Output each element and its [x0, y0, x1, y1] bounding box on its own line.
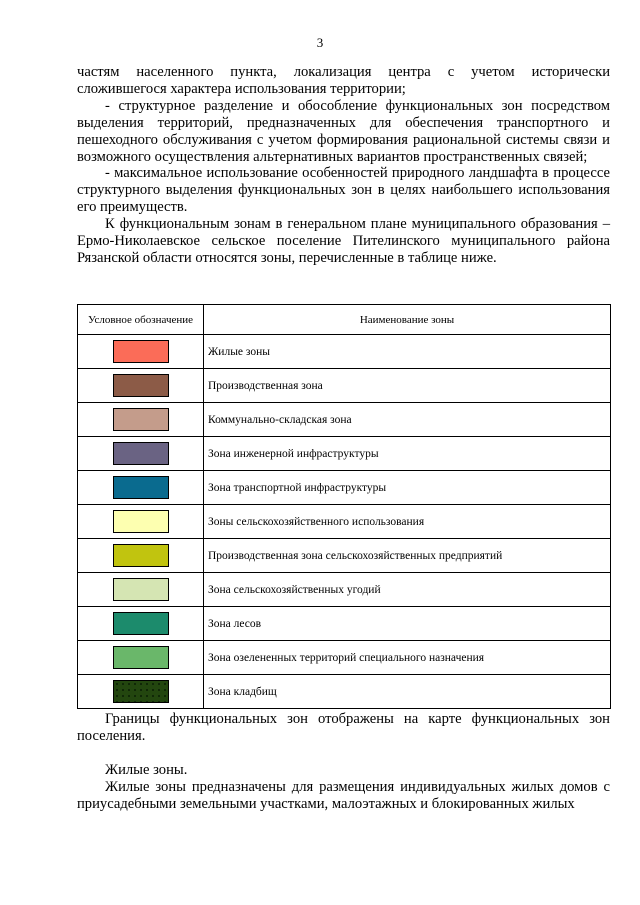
table-row	[78, 471, 611, 505]
legend-symbol-cell	[78, 369, 204, 403]
zones-table	[77, 304, 611, 709]
section-heading: Жилые зоны.	[105, 761, 188, 778]
table-row	[78, 607, 611, 641]
page-number: 3	[316, 35, 324, 50]
table-row	[78, 403, 611, 437]
color-swatch	[113, 340, 169, 363]
color-swatch	[113, 578, 169, 601]
table-row	[78, 369, 611, 403]
legend-symbol-cell	[78, 607, 204, 641]
table-row	[78, 539, 611, 573]
color-swatch	[113, 442, 169, 465]
legend-symbol-cell	[78, 675, 204, 709]
zone-name: Зоны сельскохозяйственного использования	[204, 505, 611, 539]
paragraph: К функциональным зонам в генеральном плане муниципального образования – Ермо-Николаевское сельское поселение Пителинского муниципального района Рязанской области относятся зоны, перечисленные в таблице ниже.	[77, 216, 610, 266]
zone-name: Зона сельскохозяйственных угодий	[204, 573, 611, 607]
table-row	[78, 641, 611, 675]
paragraph: - максимальное использование особенностей природного ландшафта в процессе структурного выделения функциональных зон в целях наибольшего использования его преимуществ.	[77, 165, 610, 216]
header-symbol: Условное обозначение	[78, 305, 204, 335]
color-swatch	[113, 476, 169, 499]
closing-text	[77, 711, 610, 813]
table-row	[78, 573, 611, 607]
legend-symbol-cell	[78, 471, 204, 505]
table-row	[78, 505, 611, 539]
paragraph: - структурное разделение и обособление функциональных зон посредством выделения территорий, предназначенных для обеспечения транспортного и пешеходного обслуживания с учетом формирования рациональной системы связи и возможного осуществления альтернативных вариантов пространственных связей;	[77, 97, 610, 165]
table-header-row	[78, 305, 611, 335]
zone-name: Коммунально-складская зона	[204, 403, 611, 437]
color-swatch	[113, 544, 169, 567]
table-row	[78, 335, 611, 369]
zone-name: Жилые зоны	[204, 335, 611, 369]
color-swatch	[113, 646, 169, 669]
color-swatch	[113, 612, 169, 635]
intro-text	[77, 64, 610, 267]
header-zone-name: Наименование зоны	[204, 305, 611, 335]
color-swatch	[113, 510, 169, 533]
legend-symbol-cell	[78, 641, 204, 675]
legend-symbol-cell	[78, 403, 204, 437]
zone-name: Зона лесов	[204, 607, 611, 641]
table-row	[78, 437, 611, 471]
color-swatch	[113, 408, 169, 431]
zone-name: Зона инженерной инфраструктуры	[204, 437, 611, 471]
legend-symbol-cell	[78, 437, 204, 471]
legend-symbol-cell	[78, 539, 204, 573]
zone-name: Производственная зона сельскохозяйственных предприятий	[204, 539, 611, 573]
legend-symbol-cell	[78, 335, 204, 369]
paragraph: Границы функциональных зон отображены на карте функциональных зон поселения.	[77, 711, 610, 744]
zone-rows	[78, 335, 611, 709]
legend-symbol-cell	[78, 573, 204, 607]
zone-name: Производственная зона	[204, 369, 611, 403]
paragraph: Жилые зоны предназначены для размещения индивидуальных жилых домов с приусадебными земельными участками, малоэтажных и блокированных жилых	[77, 778, 610, 812]
zone-name: Зона озелененных территорий специального назначения	[204, 641, 611, 675]
zone-name: Зона транспортной инфраструктуры	[204, 471, 611, 505]
zone-name: Зона кладбищ	[204, 675, 611, 709]
table-row	[78, 675, 611, 709]
color-swatch	[113, 680, 169, 703]
legend-symbol-cell	[78, 505, 204, 539]
color-swatch	[113, 374, 169, 397]
paragraph: частям населенного пункта, локализация центра с учетом исторически сложившегося характера использования территории;	[77, 64, 610, 97]
